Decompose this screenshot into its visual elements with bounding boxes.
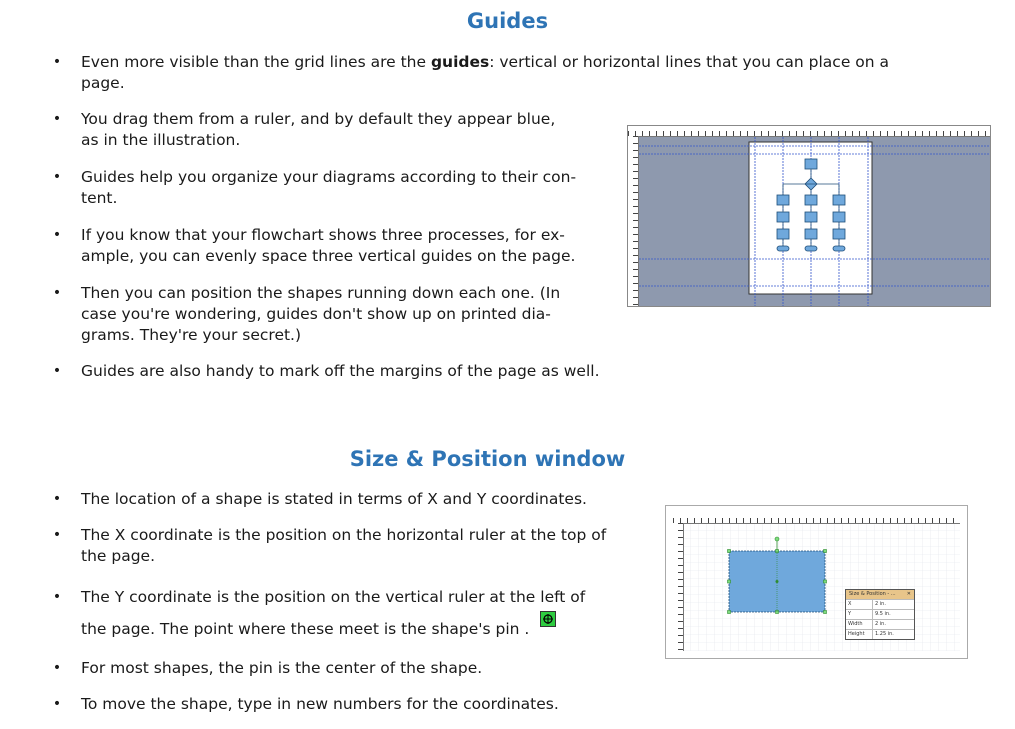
list-item: • The location of a shape is stated in terms of X and Y coordinates. xyxy=(52,490,587,508)
rotation-handle xyxy=(775,537,779,541)
bullet-icon: • xyxy=(52,169,62,185)
bullet-icon: • xyxy=(52,285,62,301)
y-field[interactable]: 9.5 in. xyxy=(875,611,891,617)
bullet-icon: • xyxy=(52,227,62,243)
list-item: • You drag them from a ruler, and by default they appear blue, as in the illustration. xyxy=(52,110,556,149)
row-x: X 2 in. xyxy=(846,599,914,609)
height-field[interactable]: 1.25 in. xyxy=(875,631,894,637)
list-item: • Guides are also handy to mark off the margins of the page as well. xyxy=(52,362,600,380)
size-position-illustration xyxy=(665,505,968,659)
row-height: Height 1.25 in. xyxy=(846,629,914,639)
bullet-icon: • xyxy=(52,363,62,379)
bullet-icon: • xyxy=(52,527,62,543)
list-item: • The X coordinate is the position on the horizontal ruler at the top of the page. xyxy=(52,526,607,565)
row-width: Width 2 in. xyxy=(846,619,914,629)
row-y: Y 9.5 in. xyxy=(846,609,914,619)
size-position-heading: Size & Position window xyxy=(349,447,626,471)
window-titlebar: Size & Position - ... ✕ xyxy=(846,590,914,599)
close-icon[interactable]: ✕ xyxy=(906,591,911,597)
list-item: • Then you can position the shapes running down each one. (In case you're wondering, guides don't show up on printed dia- grams. They're your secret.) xyxy=(52,284,561,344)
size-position-window[interactable] xyxy=(845,589,915,640)
width-field[interactable]: 2 in. xyxy=(875,621,886,627)
list-item: • If you know that your flowchart shows three processes, for ex- ample, you can evenly space three vertical guides on the page. xyxy=(52,226,576,265)
guides-heading: Guides xyxy=(466,9,549,33)
bullet-icon: • xyxy=(52,660,62,676)
guides-illustration xyxy=(627,125,991,307)
bullet-icon: • xyxy=(52,696,62,712)
list-item: • Guides help you organize your diagrams according to their con- tent. xyxy=(52,168,577,207)
guides-diagram xyxy=(628,126,990,306)
shape-diagram xyxy=(666,506,967,658)
bullet-icon: • xyxy=(52,54,62,70)
bullet-icon: • xyxy=(52,111,62,127)
bullet-icon: • xyxy=(52,491,62,507)
list-item: • For most shapes, the pin is the center of the shape. xyxy=(52,659,483,677)
x-field[interactable]: 2 in. xyxy=(875,601,886,607)
list-item: • To move the shape, type in new numbers for the coordinates. xyxy=(52,695,559,713)
list-item: • Even more visible than the grid lines are the guides: vertical or horizontal lines that you can place on a page. xyxy=(52,53,890,92)
size-position-bullet-list xyxy=(52,489,672,715)
pin-icon xyxy=(540,611,556,627)
bullet-icon: • xyxy=(52,589,62,605)
list-item: • The Y coordinate is the position on the vertical ruler at the left of the page. The point where these meet is the shape's pin . xyxy=(52,583,672,643)
